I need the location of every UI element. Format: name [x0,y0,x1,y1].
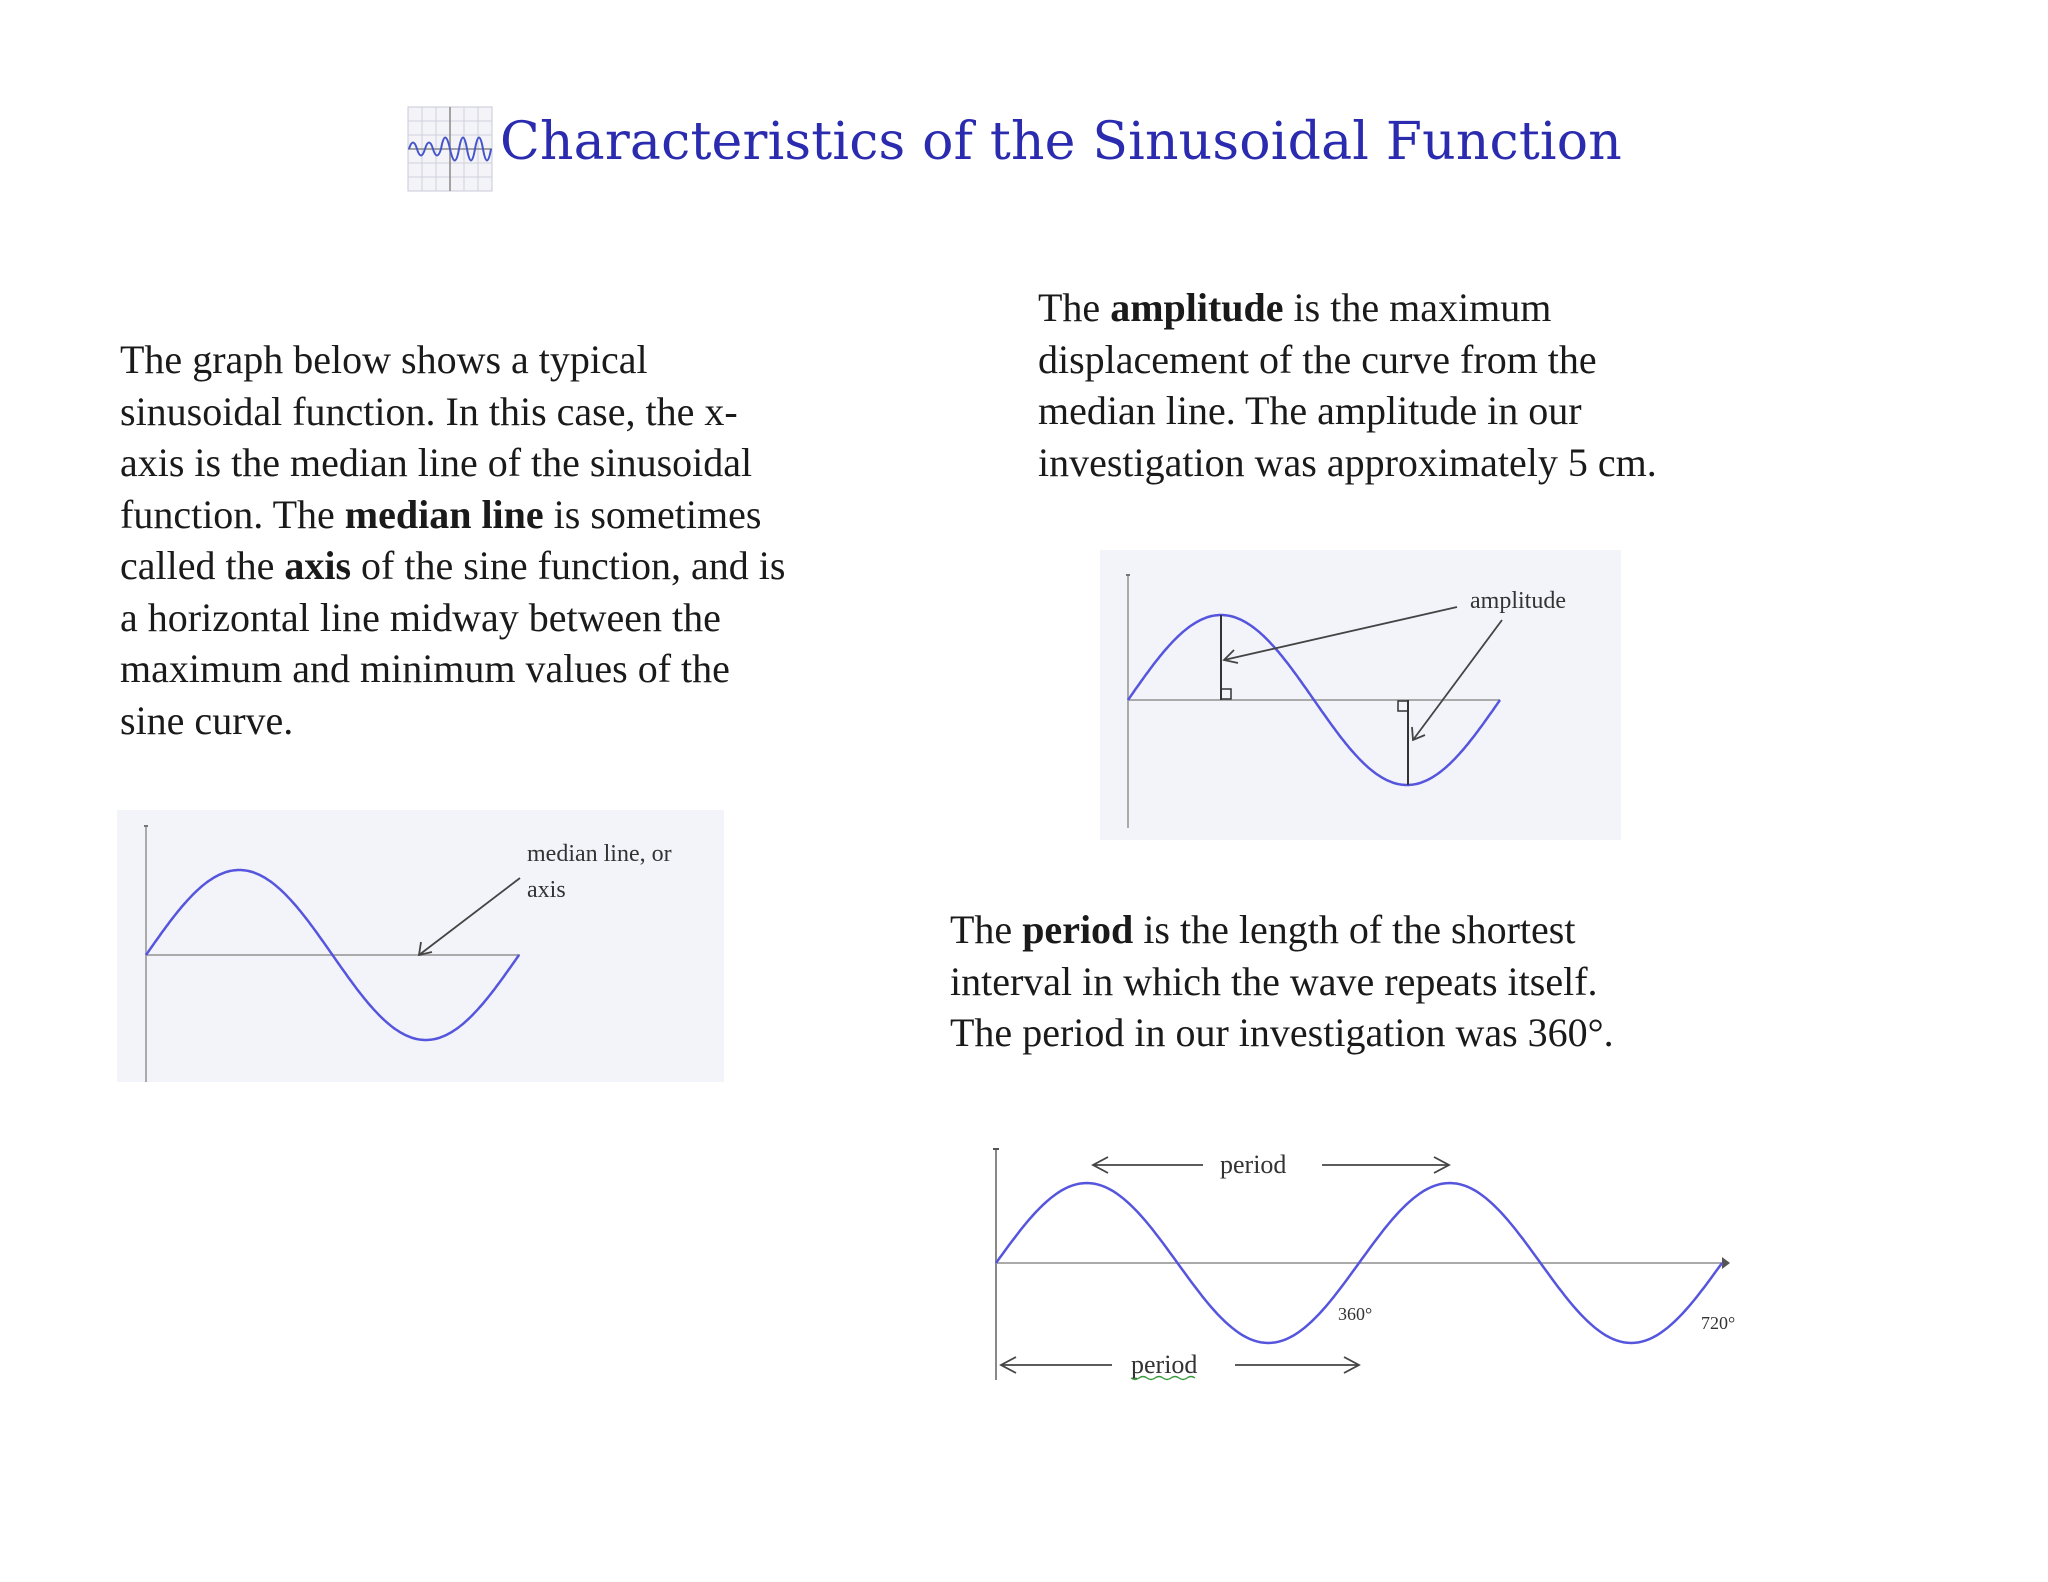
median-line-paragraph [120,334,785,746]
text-line: called the axis of the sine function, and is [120,543,786,588]
bold-term: amplitude [1110,285,1284,330]
bold-term: axis [284,543,352,588]
text-line: The period in our investigation was 360°. [950,1010,1614,1055]
amplitude-paragraph [1038,282,1657,488]
text-line: axis is the median line of the sinusoidal [120,440,753,485]
text-line: function. The median line is sometimes [120,491,762,537]
period-paragraph [950,904,1614,1059]
tick-label-360: 360° [1338,1304,1373,1324]
amplitude-label: amplitude [1470,588,1566,614]
period-figure [985,1140,1755,1385]
median-line-figure [117,810,724,1082]
page-title: Characteristics of the Sinusoidal Function [500,112,1622,172]
period-label-bottom: period [1131,1350,1198,1379]
sine-wave-grid-icon [407,106,493,192]
text-line: The amplitude is the maximum [1038,285,1552,330]
median-label-line1: median line, or [527,841,672,867]
text-line: displacement of the curve from the [1038,336,1597,382]
text-line: median line. The amplitude in our [1038,388,1582,433]
period-label-top: period [1220,1150,1287,1179]
text-line: The graph below shows a typical [120,337,648,382]
median-label-line2: axis [527,877,566,903]
tick-label-720: 720° [1701,1313,1736,1333]
text-line: maximum and minimum values of the [120,646,730,691]
text-line: The period is the length of the shortest [950,907,1576,952]
text-line: interval in which the wave repeats itself. [950,958,1598,1004]
text-line: a horizontal line midway between the [120,594,721,640]
text-line: sinusoidal function. In this case, the x- [120,388,738,434]
amplitude-figure [1100,550,1621,840]
text-line: investigation was approximately 5 cm. [1038,439,1657,485]
bold-term: median line [344,491,544,537]
bold-term: period [1022,907,1134,952]
text-line: sine curve. [120,697,294,743]
